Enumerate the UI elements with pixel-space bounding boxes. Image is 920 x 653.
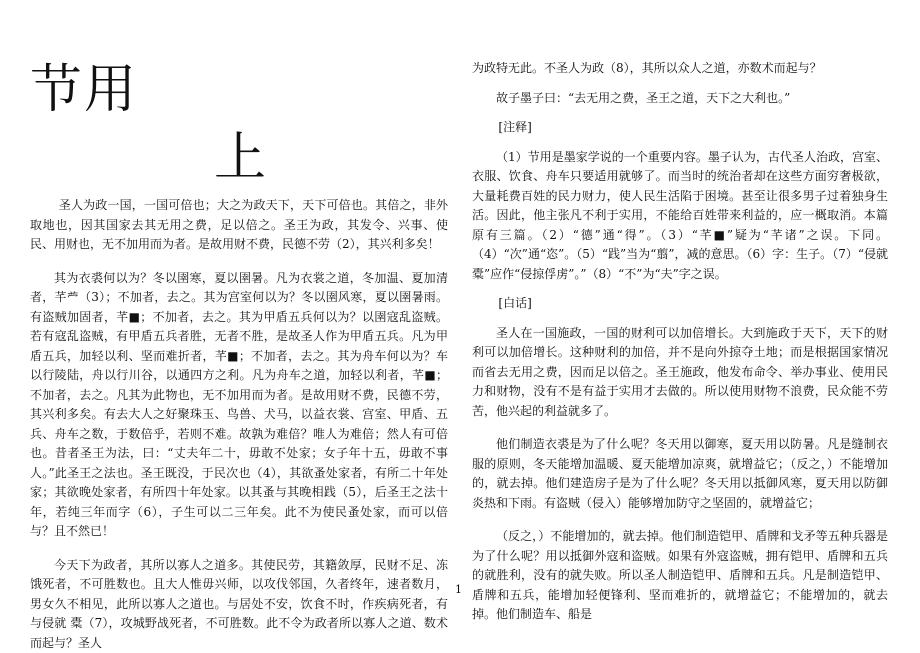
notes-heading: [注释] [472, 118, 888, 138]
notes-text: （1）节用是墨家学说的一个重要内容。墨子认为，古代圣人治政，宫室、衣服、饮食、舟车只要适用就够了。而当时的统治者却在这些方面穷奢极欲，大量耗费百姓的民力财力，使人民生活陷于困境。甚至让很多男子过着独身生活。因此，他主张凡不利于实用，不能给百姓带来利益的，应一概取消。本篇原有三篇。（2）“德”通“得”。（3）“芊■”疑为“芊诸”之误。下同。（4）“次”通“恣”。（5）“践”当为“翦”，减的意思。（6）字：生子。（7）“侵就 橐”应作“侵掠俘虏”。”（8）“不”为“夫”字之误。 [472, 148, 888, 285]
original-paragraph-3-continued: 为政特无此。不圣人为政（8），其所以众人之道，亦数术而起与？ [472, 59, 888, 79]
translation-paragraph-1: 圣人在一国施政，一国的财利可以加倍增长。大到施政于天下，天下的财利可以加倍增长。这种财利的加倍，并不是向外掠夺土地；而是根据国家情况而省去无用之费，因而足以倍之。圣王施政，他发布命令、举办事业、使用民力和财物，没有不是有益于实用才去做的。所以使用财物不浪费，民众能不劳苦，他兴起的利益就多了。 [472, 324, 888, 422]
original-paragraph-3: 今天下为政者，其所以寡人之道多。其使民劳，其籍敛厚，民财不足、冻饿死者，不可胜数也。且大人惟毋兴师，以攻伐邻国，久者终年，速者数月，男女久不相见，此所以寡人之道也。与居处不安，饮食不时，作疾病死者，有与侵就 橐（7），攻城野战死者，不可胜数。此不令为政者所以寡人之道、数术而起与？圣人 [30, 556, 448, 653]
translation-paragraph-2: 他们制造衣裘是为了什么呢？冬天用以御寒，夏天用以防暑。凡是缝制衣服的原则，冬天能增加温暖、夏天能增加凉爽，就增益它；（反之，）不能增加的，就去掉。他们建造房子是为了什么呢？冬天用以抵御风寒，夏天用以防御炎热和下雨。有盗贼（侵入）能够增加防守之坚固的，就增益它； [472, 435, 888, 513]
chapter-title: 节用 [30, 60, 138, 120]
right-text-column [472, 59, 888, 625]
chapter-subtitle: 上 [214, 128, 266, 188]
translation-heading: [白话] [472, 294, 888, 314]
original-paragraph-1: 圣人为政一国，一国可倍也；大之为政天下，天下可倍也。其倍之，非外取地也，因其国家去其无用之费，足以倍之。圣王为政，其发令、兴事、使民、用财也，无不加用而为者。是故用财不费，民德不劳（2），其兴利多矣！ [30, 196, 448, 255]
left-text-column [30, 196, 448, 653]
original-paragraph-2: 其为衣裘何以为？冬以圉寒，夏以圉暑。凡为衣裳之道，冬加温、夏加清者，芊𫇦（3）；不加者，去之。其为宫室何以为？冬以圉风寒，夏以圉暑雨。有盗贼加固者，芊■；不加者，去之。其为甲盾五兵何以为？以圉寇乱盗贼。若有寇乱盗贼，有甲盾五兵者胜，无者不胜，是故圣人作为甲盾五兵。凡为甲盾五兵，加轻以利、坚而难折者，芊■；不加者，去之。其为舟车何以为？车以行陵陆，舟以行川谷，以通四方之利。凡为舟车之道，加轻以利者，芊■；不加者，去之。凡其为此物也，无不加用而为者。是故用财不费，民德不劳，其兴利多矣。有去大人之好聚珠玉、鸟兽、犬马，以益衣裳、宫室、甲盾、五兵、舟车之数，于数倍乎，若则不难。故孰为难倍？唯人为难倍；然人有可倍也。昔者圣王为法，曰：“丈夫年二十，毋敢不处家；女子年十五，毋敢不事人。”此圣王之法也。圣王既没，于民次也（4），其欲蚤处家者，有所二十年处家；其欲晚处家者，有所四十年处家。以其蚤与其晚相践（5），后圣王之法十年，若纯三年而字（6），子生可以二三年矣。此不为使民蚤处家，而可以倍与？且不然已！ [30, 269, 448, 542]
page-number: 1 [455, 583, 462, 597]
conclusion-quote: 故子墨子曰：“去无用之费，圣王之道，天下之大利也。” [472, 89, 888, 109]
translation-paragraph-3: （反之，）不能增加的，就去掉。他们制造铠甲、盾牌和戈矛等五种兵器是为了什么呢？用以抵御外寇和盗贼。如果有外寇盗贼，拥有铠甲、盾牌和五兵的就胜利，没有的就失败。所以圣人制造铠甲、盾牌和五兵。凡是制造铠甲、盾牌和五兵，能增加轻便锋利、坚而难折的，就增益它；不能增加的，就去掉。他们制造车、船是 [472, 527, 888, 625]
